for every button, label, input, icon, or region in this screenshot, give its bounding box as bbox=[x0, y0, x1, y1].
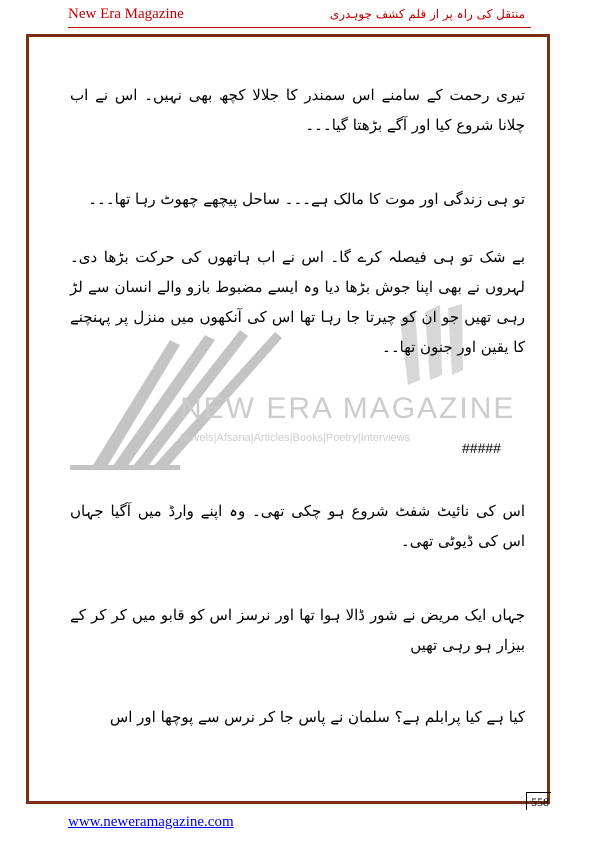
website-link[interactable]: www.neweramagazine.com bbox=[68, 814, 234, 830]
story-credit: منتقل کی راہ پر از قلم کشف چوہدری bbox=[329, 7, 525, 21]
watermark-tagline: Novels|Afsana|Articles|Books|Poetry|Interviews bbox=[180, 432, 411, 444]
header-divider bbox=[68, 27, 531, 28]
watermark-title: NEW ERA MAGAZINE bbox=[180, 392, 516, 425]
paragraph-3: بے شک تو ہی فیصلہ کرے گا۔ اس نے اب ہاتھوں کی حرکت بڑھا دی۔ لہروں نے بھی اپنا جوش بڑھا دیا وہ ایسے مضبوط بازو والے انسان سے لڑ رہی تھیں جو ان کو چیرتا جا رہا تھا اس کی آنکھوں میں منزل پر پہنچنے کا یقین اور جنون تھا۔۔ bbox=[70, 248, 525, 356]
paragraph-4: اس کی نائیٹ شفٹ شروع ہو چکی تھی۔ وہ اپنے وارڈ میں آگیا جہاں اس کی ڈیوٹی تھی۔ bbox=[70, 502, 525, 550]
paragraph-6: کیا ہے کیا پرابلم ہے؟ سلمان نے پاس جا کر نرس سے پوچھا اور اس bbox=[109, 708, 525, 726]
section-separator: ##### bbox=[462, 440, 501, 456]
paragraph-1: تیری رحمت کے سامنے اس سمندر کا جلالا کچھ بھی نہیں۔ اس نے اب چلانا شروع کیا اور آگے بڑھتا گیا۔۔۔ bbox=[70, 86, 525, 134]
magazine-name: New Era Magazine bbox=[68, 6, 184, 22]
page-number: 558 bbox=[526, 792, 551, 810]
paragraph-2: تو ہی زندگی اور موت کا مالک ہے۔۔۔ ساحل پیچھے چھوٹ رہا تھا۔۔۔ bbox=[88, 190, 525, 208]
paragraph-5: جہاں ایک مریض نے شور ڈالا ہوا تھا اور نرسز اس کو قابو میں کر کر کے بیزار ہو رہی تھیں bbox=[70, 606, 525, 654]
